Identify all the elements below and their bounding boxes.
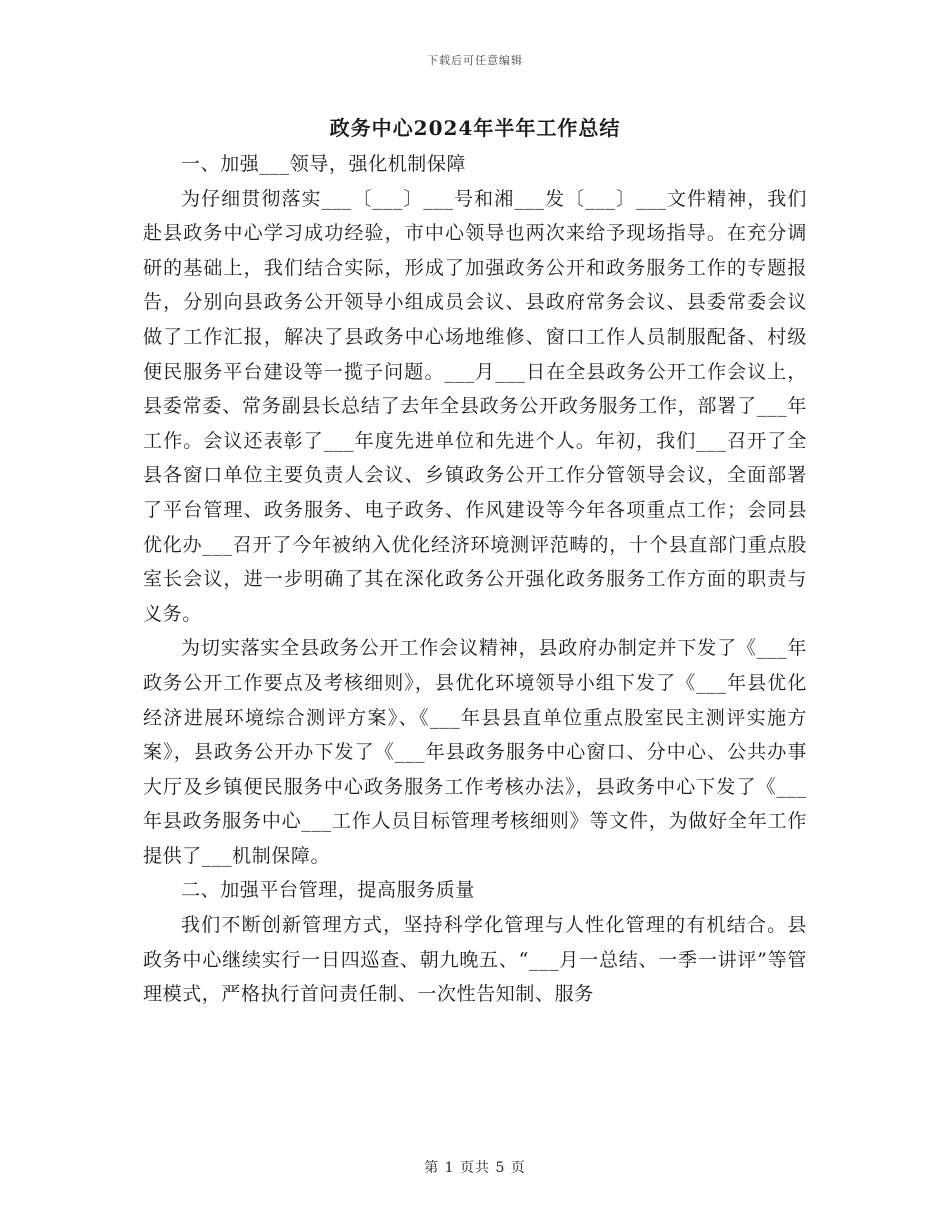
page-number: 第 1 页共 5 页 xyxy=(424,1160,526,1176)
body-paragraph-3: 我们不断创新管理方式，坚持科学化管理与人性化管理的有机结合。县政务中心继续实行一日四巡查、朝九晚五、“___月一总结、一季一讲评”等管理模式，严格执行首问责任制、一次性告知制、服务 xyxy=(143,914,807,1006)
document-title: 政务中心2024年半年工作总结 xyxy=(329,116,621,140)
section-heading-2: 二、加强平台管理，提高服务质量 xyxy=(181,879,476,902)
header-note: 下载后可任意编辑 xyxy=(427,54,523,67)
document-body xyxy=(143,147,807,1012)
body-paragraph-2: 为切实落实全县政务公开工作会议精神，县政府办制定并下发了《___年政务公开工作要点及考核细则》，县优化环境领导小组下发了《___年县优化经济进展环境综合测评方案》、《___年县县直单位重点股室民主测评实施方案》，县政务公开办下发了《___年县政务服务中心窗口、分中心、公共办事大厅及乡镇便民服务中心政务服务工作考核办法》，县政务中心下发了《___年县政务服务中心___工作人员目标管理考核细则》等文件，为做好全年工作提供了___机制保障。 xyxy=(143,637,807,867)
body-paragraph-1: 为仔细贯彻落实___〔___〕___号和湘___发〔___〕___文件精神，我们赴县政务中心学习成功经验，市中心领导也两次来给予现场指导。在充分调研的基础上，我们结合实际，形成了加强政务公开和政务服务工作的专题报告，分别向县政务公开领导小组成员会议、县政府常务会议、县委常委会议做了工作汇报，解决了县政务中心场地维修、窗口工作人员制服配备、村级便民服务平台建设等一揽子问题。___月___日在全县政务公开工作会议上，县委常委、常务副县长总结了去年全县政务公开政务服务工作，部署了___年工作。会议还表彰了___年度先进单位和先进个人。年初，我们___召开了全县各窗口单位主要负责人会议、乡镇政务公开工作分管领导会议，全面部署了平台管理、政务服务、电子政务、作风建设等今年各项重点工作；会同县优化办___召开了今年被纳入优化经济环境测评范畴的，十个县直部门重点股室长会议，进一步明确了其在深化政务公开强化政务服务工作方面的职责与义务。 xyxy=(143,187,807,625)
section-heading-1: 一、加强___领导，强化机制保障 xyxy=(181,153,467,175)
